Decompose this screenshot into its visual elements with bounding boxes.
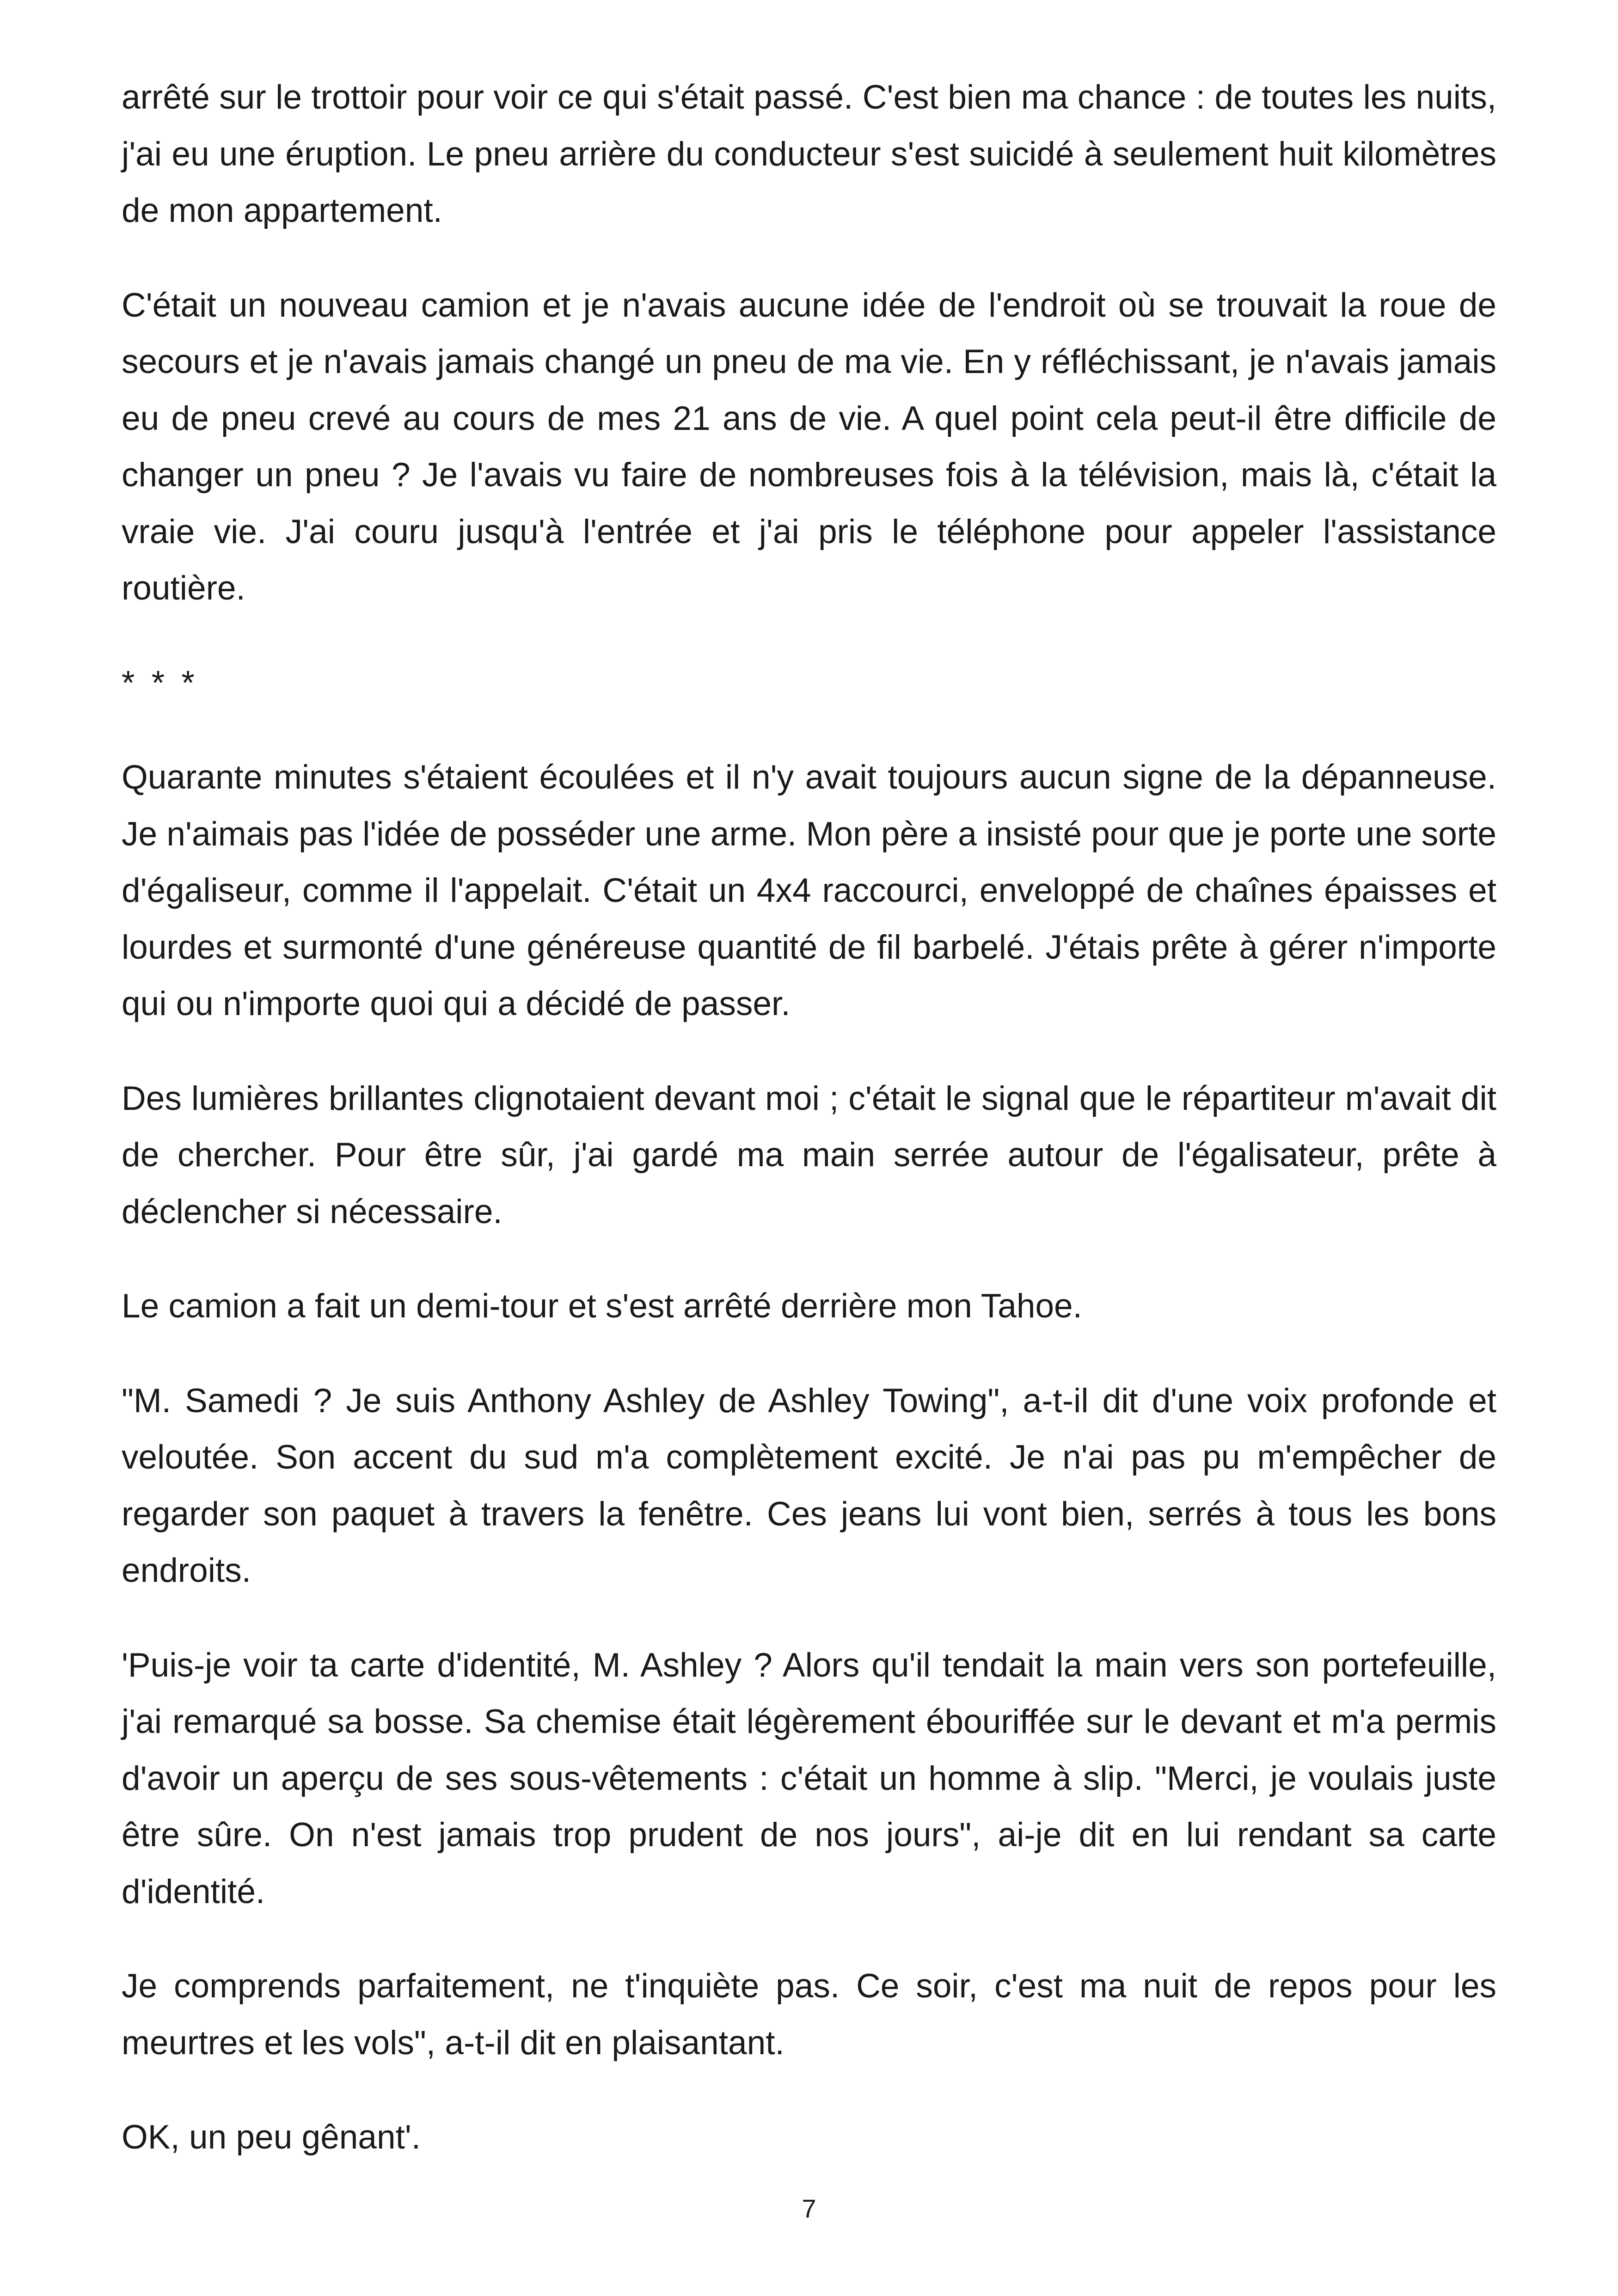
paragraph: arrêté sur le trottoir pour voir ce qui s'était passé. C'est bien ma chance : de toutes les nuits, j'ai eu une éruption. Le pneu arrière du conducteur s'est suicidé à seulement huit kilomètres de mon appartement. bbox=[122, 79, 1496, 229]
paragraph: C'était un nouveau camion et je n'avais aucune idée de l'endroit où se trouvait la roue de secours et je n'avais jamais changé un pneu de ma vie. En y réfléchissant, je n'avais jamais eu de pneu crevé au cours de mes 21 ans de vie. A quel point cela peut-il être difficile de changer un pneu ? Je l'avais vu faire de nombreuses fois à la télévision, mais là, c'était la vraie vie. J'ai couru jusqu'à l'entrée et j'ai pris le téléphone pour appeler l'assistance routière. bbox=[122, 286, 1496, 607]
scene-break: * * * bbox=[122, 664, 198, 702]
page-number: 7 bbox=[802, 2194, 816, 2223]
page-body bbox=[122, 69, 1496, 2204]
paragraph: Le camion a fait un demi-tour et s'est arrêté derrière mon Tahoe. bbox=[122, 1287, 1082, 1325]
paragraph: OK, un peu gênant'. bbox=[122, 2118, 421, 2156]
paragraph: Quarante minutes s'étaient écoulées et il n'y avait toujours aucun signe de la dépanneuse. Je n'aimais pas l'idée de posséder une arme. Mon père a insisté pour que je porte une sorte d'égaliseur, comme il l'appelait. C'était un 4x4 raccourci, enveloppé de chaînes épaisses et lourdes et surmonté d'une généreuse quantité de fil barbelé. J'étais prête à gérer n'importe qui ou n'importe quoi qui a décidé de passer. bbox=[122, 759, 1496, 1022]
paragraph: Je comprends parfaitement, ne t'inquiète pas. Ce soir, c'est ma nuit de repos pour les meurtres et les vols", a-t-il dit en plaisantant. bbox=[122, 1967, 1496, 2062]
paragraph: "M. Samedi ? Je suis Anthony Ashley de Ashley Towing", a-t-il dit d'une voix profonde et veloutée. Son accent du sud m'a complètement excité. Je n'ai pas pu m'empêcher de regarder son paquet à travers la fenêtre. Ces jeans lui vont bien, serrés à tous les bons endroits. bbox=[122, 1382, 1496, 1589]
paragraph: 'Puis-je voir ta carte d'identité, M. Ashley ? Alors qu'il tendait la main vers son portefeuille, j'ai remarqué sa bosse. Sa chemise était légèrement ébouriffée sur le devant et m'a permis d'avoir un aperçu de ses sous-vêtements : c'était un homme à slip. "Merci, je voulais juste être sûre. On n'est jamais trop prudent de nos jours", ai-je dit en lui rendant sa carte d'identité. bbox=[122, 1646, 1496, 1910]
paragraph: Des lumières brillantes clignotaient devant moi ; c'était le signal que le répartiteur m'avait dit de chercher. Pour être sûr, j'ai gardé ma main serrée autour de l'égalisateur, prête à déclencher si nécessaire. bbox=[122, 1079, 1496, 1231]
